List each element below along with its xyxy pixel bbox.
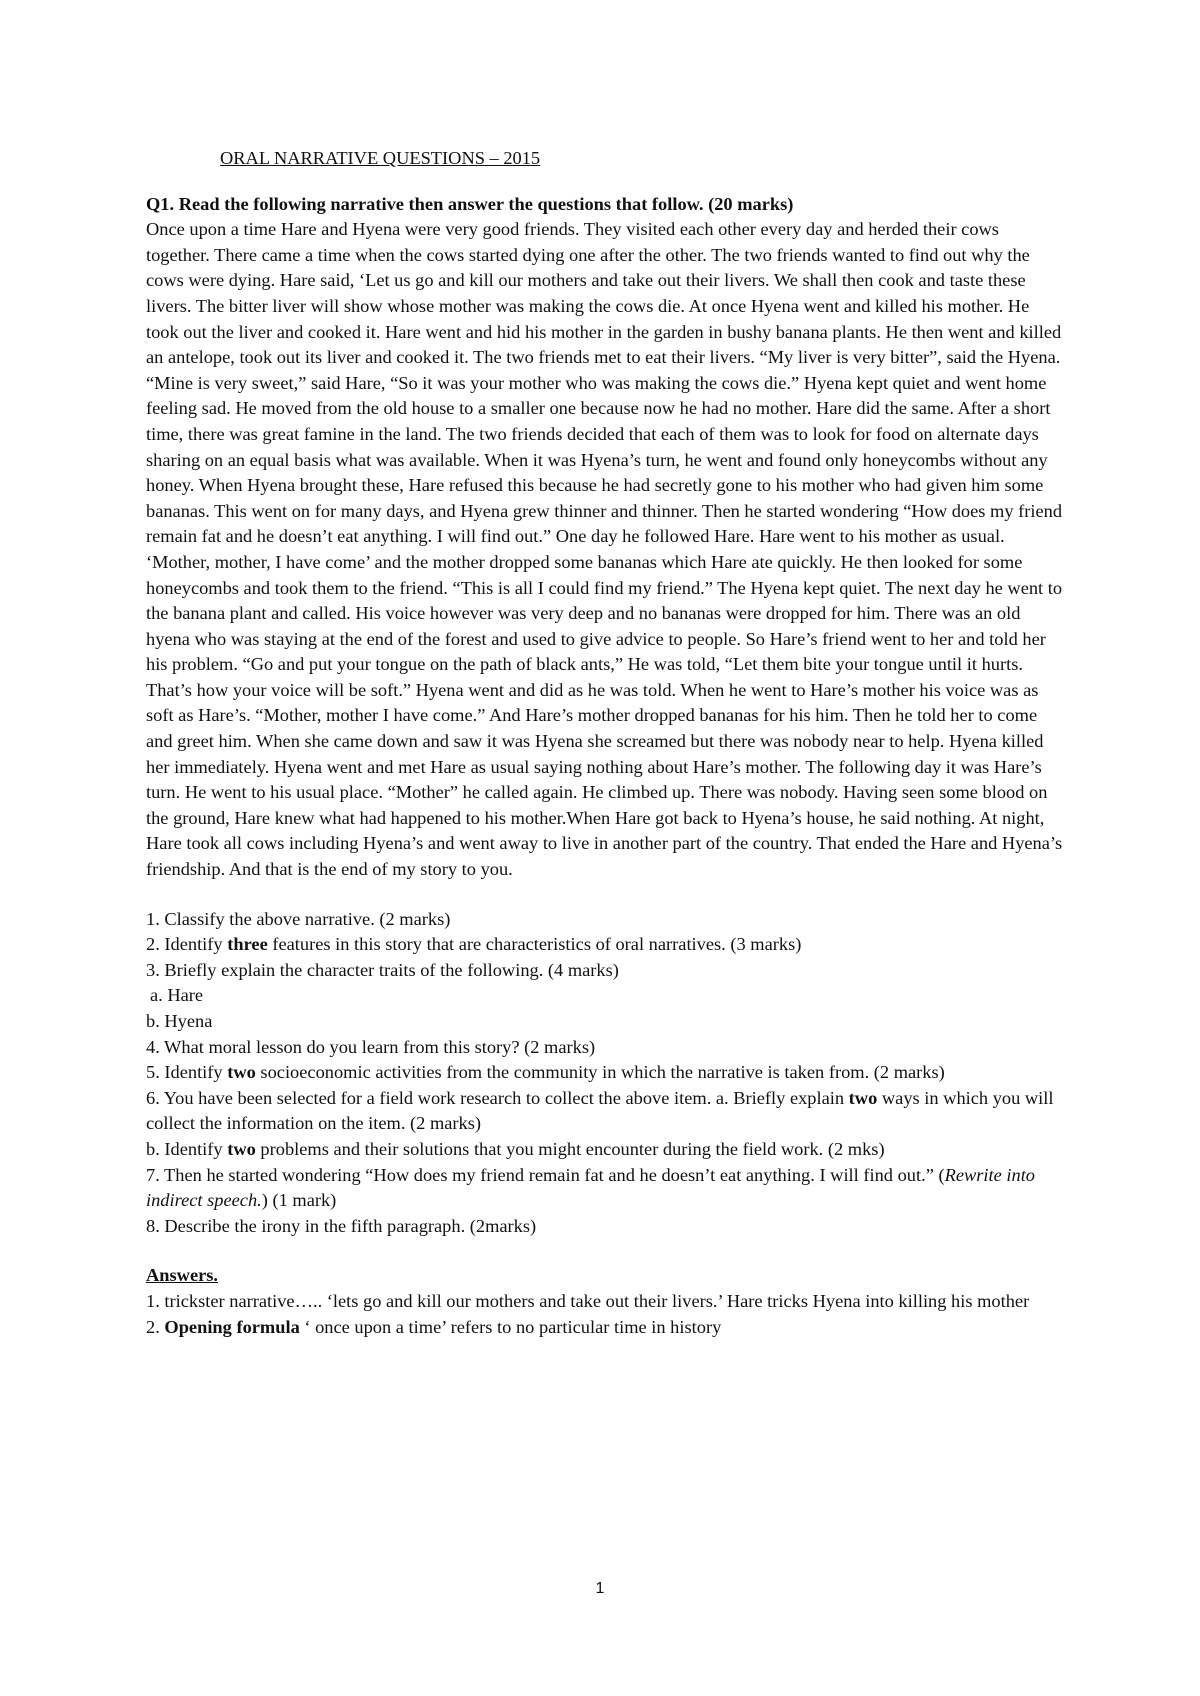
- question-3b: b. Hyena: [146, 1011, 213, 1031]
- answer-2: [146, 1315, 1066, 1341]
- question-7-instruction: Rewrite into indirect speech.: [146, 1164, 1036, 1211]
- question-6b-emphasis: two: [227, 1138, 256, 1159]
- question-5-rest: socioeconomic activities from the community in which the narrative is taken from. (2 marks): [255, 1062, 945, 1083]
- question-6b-rest: problems and their solutions that you might encounter during the field work. (2 mks): [255, 1138, 885, 1159]
- answer-2-rest: ‘ once upon a time’ refers to no particular time in history: [299, 1316, 722, 1337]
- question-7: [146, 1163, 1066, 1214]
- document-title: ORAL NARRATIVE QUESTIONS – 2015: [220, 148, 541, 168]
- answer-2-number: 2.: [146, 1316, 165, 1337]
- question-7-rest: ) (1 mark): [261, 1190, 337, 1211]
- question-7-text: 7. Then he started wondering “How does my friend remain fat and he doesn’t eat anything. I will find out.” (: [146, 1164, 945, 1185]
- page-number: 1: [595, 1580, 605, 1597]
- question-6b: [146, 1137, 1066, 1163]
- question-8: 8. Describe the irony in the fifth paragraph. (2marks): [146, 1215, 537, 1236]
- question-6-emphasis: two: [848, 1087, 878, 1108]
- answers-heading: Answers.: [146, 1265, 219, 1286]
- question-4: 4. What moral lesson do you learn from this story? (2 marks): [146, 1036, 596, 1057]
- question-2: [146, 932, 1066, 958]
- question-5: [146, 1060, 1066, 1086]
- question-6: [146, 1086, 1066, 1137]
- question-1: 1. Classify the above narrative. (2 marks): [146, 908, 451, 929]
- question-2-rest: features in this story that are characteristics of oral narratives. (3 marks): [267, 934, 802, 955]
- answer-1: 1. trickster narrative….. ‘lets go and kill our mothers and take out their livers.’ Hare tricks Hyena into killing his mother: [146, 1290, 1030, 1311]
- narrative-text: Once upon a time Hare and Hyena were very good friends. They visited each other every day and herded their cows together. There came a time when the cows started dying one after the other. The two friends wanted to find out why the cows were dying. Hare said, ‘Let us go and kill our mothers and take out their livers. We shall then cook and taste these livers. The bitter liver will show whose mother was making the cows die. At once Hyena went and killed his mother. He took out the liver and cooked it. Hare went and hid his mother in the garden in bushy banana plants. He then went and killed an antelope, took out its liver and cooked it. The two friends met to eat their livers. “My liver is very bitter”, said the Hyena. “Mine is very sweet,” said Hare, “So it was your mother who was making the cows die.” Hyena kept quiet and went home feeling sad. He moved from the old house to a smaller one because now he had no mother. Hare did the same. After a short time, there was great famine in the land. The two friends decided that each of them was to look for food on alternate days sharing on an equal basis what was available. When it was Hyena’s turn, he went and found only honeycombs without any honey. When Hyena brought these, Hare refused this because he had secretly gone to his mother who had given him some bananas. This went on for many days, and Hyena grew thinner and thinner. Then he started wondering “How does my friend remain fat and he doesn’t eat anything. I will find out.” One day he followed Hare. Hare went to his mother as usual. ‘Mother, mother, I have come’ and the mother dropped some bananas which Hare ate quickly. He then looked for some honeycombs and took them to the friend. “This is all I could find my friend.” The Hyena kept quiet. The next day he went to the banana plant and called. His voice however was very deep and no bananas were dropped for him. There was an old hyena who was staying at the end of the forest and used to give advice to people. So Hare’s friend went to her and told her his problem. “Go and put your tongue on the path of black ants,” He was told, “Let them bite your tongue until it hurts. That’s how your voice will be soft.” Hyena went and did as he was told. When he went to Hare’s mother his voice was as soft as Hare’s. “Mother, mother I have come.” And Hare’s mother dropped bananas for his him. Then he told her to come and greet him. When she came down and saw it was Hyena she screamed but there was nobody near to help. Hyena killed her immediately. Hyena went and met Hare as usual saying nothing about Hare’s mother. The following day it was Hare’s turn. He went to his usual place. “Mother” he called again. He climbed up. There was nobody. Having seen some blood on the ground, Hare knew what had happened to his mother.When Hare got back to Hyena’s house, he said nothing. At night, Hare took all cows including Hyena’s and went away to live in another part of the country. That ended the Hare and Hyena’s friendship. And that is the end of my story to you.: [146, 219, 1063, 880]
- answer-list: [146, 1289, 1066, 1340]
- question-3a: a. Hare: [150, 985, 204, 1006]
- question-3: 3. Briefly explain the character traits of the following. (4 marks): [146, 959, 619, 980]
- question-6b-text: b. Identify: [146, 1138, 228, 1159]
- answer-2-emphasis: Opening formula: [164, 1316, 300, 1337]
- question-heading: Q1. Read the following narrative then answer the questions that follow. (20 marks): [146, 193, 794, 214]
- question-2-text: 2. Identify: [146, 934, 228, 955]
- question-6-rest: ways in which you will collect the information on the item. (2 marks): [146, 1087, 1054, 1134]
- question-2-emphasis: three: [227, 934, 268, 955]
- question-5-text: 5. Identify: [146, 1062, 228, 1083]
- document-content: [146, 146, 1066, 1340]
- question-list: [146, 907, 1066, 1240]
- question-5-emphasis: two: [227, 1062, 256, 1083]
- question-6-text: 6. You have been selected for a field work research to collect the above item. a. Briefly explain: [146, 1087, 849, 1108]
